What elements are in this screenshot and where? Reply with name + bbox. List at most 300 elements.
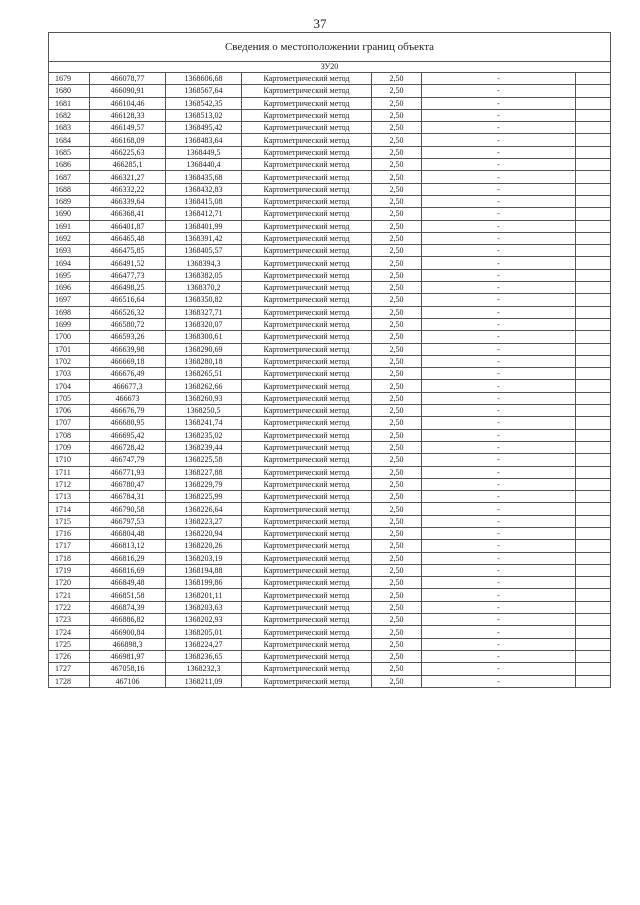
empty-cell [576, 429, 611, 441]
x-coordinate-cell: 466676,79 [90, 405, 166, 417]
y-coordinate-cell: 1368241,74 [166, 417, 242, 429]
accuracy-cell: 2,50 [372, 380, 422, 392]
x-coordinate-cell: 466816,29 [90, 552, 166, 564]
method-cell: Картометрический метод [242, 343, 372, 355]
empty-cell [576, 97, 611, 109]
method-cell: Картометрический метод [242, 441, 372, 453]
empty-cell [576, 614, 611, 626]
table-row [49, 454, 611, 466]
empty-cell [576, 245, 611, 257]
y-coordinate-cell: 1368405,57 [166, 245, 242, 257]
table-row [49, 171, 611, 183]
description-cell: - [422, 515, 576, 527]
point-number-cell: 1713 [49, 491, 90, 503]
accuracy-cell: 2,50 [372, 638, 422, 650]
table-row [49, 626, 611, 638]
description-cell: - [422, 577, 576, 589]
empty-cell [576, 454, 611, 466]
empty-cell [576, 208, 611, 220]
zone-row [49, 62, 611, 73]
y-coordinate-cell: 1368412,71 [166, 208, 242, 220]
table-row [49, 122, 611, 134]
x-coordinate-cell: 466900,84 [90, 626, 166, 638]
x-coordinate-cell: 466339,64 [90, 195, 166, 207]
description-cell: - [422, 540, 576, 552]
accuracy-cell: 2,50 [372, 392, 422, 404]
page-number: 37 [313, 16, 327, 31]
point-number-cell: 1719 [49, 564, 90, 576]
description-cell: - [422, 380, 576, 392]
y-coordinate-cell: 1368280,18 [166, 355, 242, 367]
point-number-cell: 1694 [49, 257, 90, 269]
point-number-cell: 1695 [49, 269, 90, 281]
accuracy-cell: 2,50 [372, 220, 422, 232]
table-row [49, 392, 611, 404]
y-coordinate-cell: 1368250,5 [166, 405, 242, 417]
y-coordinate-cell: 1368370,2 [166, 282, 242, 294]
table-row [49, 195, 611, 207]
table-row [49, 441, 611, 453]
description-cell: - [422, 650, 576, 662]
y-coordinate-cell: 1368320,07 [166, 318, 242, 330]
y-coordinate-cell: 1368262,66 [166, 380, 242, 392]
empty-cell [576, 368, 611, 380]
empty-cell [576, 134, 611, 146]
y-coordinate-cell: 1368265,51 [166, 368, 242, 380]
empty-cell [576, 503, 611, 515]
empty-cell [576, 441, 611, 453]
point-number-cell: 1715 [49, 515, 90, 527]
x-coordinate-cell: 466804,48 [90, 527, 166, 539]
x-coordinate-cell: 466225,63 [90, 146, 166, 158]
description-cell: - [422, 614, 576, 626]
method-cell: Картометрический метод [242, 355, 372, 367]
description-cell: - [422, 441, 576, 453]
method-cell: Картометрический метод [242, 109, 372, 121]
x-coordinate-cell: 467106 [90, 675, 166, 687]
accuracy-cell: 2,50 [372, 601, 422, 613]
description-cell: - [422, 454, 576, 466]
accuracy-cell: 2,50 [372, 626, 422, 638]
empty-cell [576, 589, 611, 601]
point-number-cell: 1691 [49, 220, 90, 232]
y-coordinate-cell: 1368225,58 [166, 454, 242, 466]
accuracy-cell: 2,50 [372, 282, 422, 294]
description-cell: - [422, 220, 576, 232]
accuracy-cell: 2,50 [372, 195, 422, 207]
y-coordinate-cell: 1368449,5 [166, 146, 242, 158]
accuracy-cell: 2,50 [372, 73, 422, 85]
accuracy-cell: 2,50 [372, 208, 422, 220]
description-cell: - [422, 97, 576, 109]
y-coordinate-cell: 1368606,68 [166, 73, 242, 85]
x-coordinate-cell: 467058,16 [90, 663, 166, 675]
table-row [49, 675, 611, 687]
empty-cell [576, 626, 611, 638]
point-number-cell: 1727 [49, 663, 90, 675]
description-cell: - [422, 134, 576, 146]
table-row [49, 405, 611, 417]
method-cell: Картометрический метод [242, 650, 372, 662]
table-row [49, 282, 611, 294]
empty-cell [576, 663, 611, 675]
empty-cell [576, 552, 611, 564]
x-coordinate-cell: 466771,93 [90, 466, 166, 478]
description-cell: - [422, 675, 576, 687]
table-title-row [49, 33, 611, 62]
y-coordinate-cell: 1368224,27 [166, 638, 242, 650]
empty-cell [576, 146, 611, 158]
description-cell: - [422, 294, 576, 306]
accuracy-cell: 2,50 [372, 183, 422, 195]
point-number-cell: 1689 [49, 195, 90, 207]
empty-cell [576, 282, 611, 294]
y-coordinate-cell: 1368203,19 [166, 552, 242, 564]
method-cell: Картометрический метод [242, 257, 372, 269]
description-cell: - [422, 638, 576, 650]
table-row [49, 614, 611, 626]
method-cell: Картометрический метод [242, 454, 372, 466]
empty-cell [576, 306, 611, 318]
description-cell: - [422, 257, 576, 269]
method-cell: Картометрический метод [242, 503, 372, 515]
x-coordinate-cell: 466401,87 [90, 220, 166, 232]
accuracy-cell: 2,50 [372, 515, 422, 527]
description-cell: - [422, 355, 576, 367]
y-coordinate-cell: 1368211,09 [166, 675, 242, 687]
x-coordinate-cell: 466526,32 [90, 306, 166, 318]
method-cell: Картометрический метод [242, 417, 372, 429]
table-row [49, 245, 611, 257]
point-number-cell: 1725 [49, 638, 90, 650]
accuracy-cell: 2,50 [372, 552, 422, 564]
empty-cell [576, 392, 611, 404]
accuracy-cell: 2,50 [372, 441, 422, 453]
y-coordinate-cell: 1368226,64 [166, 503, 242, 515]
description-cell: - [422, 331, 576, 343]
method-cell: Картометрический метод [242, 294, 372, 306]
x-coordinate-cell: 466128,33 [90, 109, 166, 121]
empty-cell [576, 269, 611, 281]
y-coordinate-cell: 1368394,3 [166, 257, 242, 269]
y-coordinate-cell: 1368260,93 [166, 392, 242, 404]
table-row [49, 232, 611, 244]
point-number-cell: 1726 [49, 650, 90, 662]
y-coordinate-cell: 1368239,44 [166, 441, 242, 453]
y-coordinate-cell: 1368205,01 [166, 626, 242, 638]
method-cell: Картометрический метод [242, 183, 372, 195]
description-cell: - [422, 527, 576, 539]
empty-cell [576, 183, 611, 195]
table-row [49, 183, 611, 195]
accuracy-cell: 2,50 [372, 269, 422, 281]
y-coordinate-cell: 1368201,11 [166, 589, 242, 601]
point-number-cell: 1718 [49, 552, 90, 564]
point-number-cell: 1684 [49, 134, 90, 146]
x-coordinate-cell: 466321,27 [90, 171, 166, 183]
method-cell: Картометрический метод [242, 626, 372, 638]
x-coordinate-cell: 466498,25 [90, 282, 166, 294]
point-number-cell: 1697 [49, 294, 90, 306]
accuracy-cell: 2,50 [372, 466, 422, 478]
table-row [49, 663, 611, 675]
zone-label: ЗУ20 [49, 62, 611, 73]
y-coordinate-cell: 1368440,4 [166, 159, 242, 171]
accuracy-cell: 2,50 [372, 417, 422, 429]
x-coordinate-cell: 466677,3 [90, 380, 166, 392]
x-coordinate-cell: 466332,22 [90, 183, 166, 195]
point-number-cell: 1688 [49, 183, 90, 195]
empty-cell [576, 73, 611, 85]
point-number-cell: 1704 [49, 380, 90, 392]
empty-cell [576, 491, 611, 503]
x-coordinate-cell: 466784,31 [90, 491, 166, 503]
table-row [49, 208, 611, 220]
table-row [49, 331, 611, 343]
method-cell: Картометрический метод [242, 368, 372, 380]
table-title: Сведения о местоположении границ объекта [49, 33, 611, 62]
point-number-cell: 1702 [49, 355, 90, 367]
x-coordinate-cell: 466078,77 [90, 73, 166, 85]
x-coordinate-cell: 466874,39 [90, 601, 166, 613]
table-row [49, 429, 611, 441]
accuracy-cell: 2,50 [372, 589, 422, 601]
table-row [49, 109, 611, 121]
description-cell: - [422, 318, 576, 330]
point-number-cell: 1701 [49, 343, 90, 355]
description-cell: - [422, 552, 576, 564]
empty-cell [576, 220, 611, 232]
method-cell: Картометрический метод [242, 589, 372, 601]
method-cell: Картометрический метод [242, 638, 372, 650]
x-coordinate-cell: 466790,58 [90, 503, 166, 515]
method-cell: Картометрический метод [242, 552, 372, 564]
x-coordinate-cell: 466680,95 [90, 417, 166, 429]
accuracy-cell: 2,50 [372, 109, 422, 121]
y-coordinate-cell: 1368235,02 [166, 429, 242, 441]
table-body [49, 33, 611, 688]
description-cell: - [422, 368, 576, 380]
point-number-cell: 1716 [49, 527, 90, 539]
empty-cell [576, 257, 611, 269]
table-row [49, 552, 611, 564]
method-cell: Картометрический метод [242, 282, 372, 294]
accuracy-cell: 2,50 [372, 294, 422, 306]
table-row [49, 355, 611, 367]
accuracy-cell: 2,50 [372, 650, 422, 662]
y-coordinate-cell: 1368327,71 [166, 306, 242, 318]
accuracy-cell: 2,50 [372, 614, 422, 626]
x-coordinate-cell: 466285,1 [90, 159, 166, 171]
table-row [49, 478, 611, 490]
accuracy-cell: 2,50 [372, 368, 422, 380]
empty-cell [576, 159, 611, 171]
method-cell: Картометрический метод [242, 614, 372, 626]
accuracy-cell: 2,50 [372, 478, 422, 490]
method-cell: Картометрический метод [242, 466, 372, 478]
method-cell: Картометрический метод [242, 122, 372, 134]
y-coordinate-cell: 1368401,99 [166, 220, 242, 232]
description-cell: - [422, 195, 576, 207]
method-cell: Картометрический метод [242, 515, 372, 527]
x-coordinate-cell: 466669,18 [90, 355, 166, 367]
point-number-cell: 1709 [49, 441, 90, 453]
x-coordinate-cell: 466491,52 [90, 257, 166, 269]
x-coordinate-cell: 466981,97 [90, 650, 166, 662]
method-cell: Картометрический метод [242, 306, 372, 318]
x-coordinate-cell: 466816,69 [90, 564, 166, 576]
table-row [49, 97, 611, 109]
x-coordinate-cell: 466728,42 [90, 441, 166, 453]
description-cell: - [422, 405, 576, 417]
accuracy-cell: 2,50 [372, 663, 422, 675]
empty-cell [576, 650, 611, 662]
point-number-cell: 1680 [49, 85, 90, 97]
y-coordinate-cell: 1368382,05 [166, 269, 242, 281]
description-cell: - [422, 73, 576, 85]
point-number-cell: 1714 [49, 503, 90, 515]
y-coordinate-cell: 1368391,42 [166, 232, 242, 244]
point-number-cell: 1705 [49, 392, 90, 404]
y-coordinate-cell: 1368227,88 [166, 466, 242, 478]
description-cell: - [422, 269, 576, 281]
point-number-cell: 1712 [49, 478, 90, 490]
accuracy-cell: 2,50 [372, 491, 422, 503]
point-number-cell: 1686 [49, 159, 90, 171]
x-coordinate-cell: 466149,57 [90, 122, 166, 134]
method-cell: Картометрический метод [242, 245, 372, 257]
accuracy-cell: 2,50 [372, 245, 422, 257]
x-coordinate-cell: 466639,98 [90, 343, 166, 355]
table-row [49, 85, 611, 97]
accuracy-cell: 2,50 [372, 306, 422, 318]
empty-cell [576, 355, 611, 367]
y-coordinate-cell: 1368229,79 [166, 478, 242, 490]
method-cell: Картометрический метод [242, 405, 372, 417]
description-cell: - [422, 626, 576, 638]
point-number-cell: 1698 [49, 306, 90, 318]
description-cell: - [422, 478, 576, 490]
method-cell: Картометрический метод [242, 540, 372, 552]
y-coordinate-cell: 1368290,69 [166, 343, 242, 355]
point-number-cell: 1685 [49, 146, 90, 158]
y-coordinate-cell: 1368202,93 [166, 614, 242, 626]
method-cell: Картометрический метод [242, 269, 372, 281]
description-cell: - [422, 85, 576, 97]
accuracy-cell: 2,50 [372, 429, 422, 441]
table-row [49, 491, 611, 503]
accuracy-cell: 2,50 [372, 454, 422, 466]
empty-cell [576, 638, 611, 650]
y-coordinate-cell: 1368435,68 [166, 171, 242, 183]
method-cell: Картометрический метод [242, 85, 372, 97]
table-row [49, 540, 611, 552]
method-cell: Картометрический метод [242, 171, 372, 183]
table-row [49, 601, 611, 613]
y-coordinate-cell: 1368232,3 [166, 663, 242, 675]
point-number-cell: 1722 [49, 601, 90, 613]
y-coordinate-cell: 1368199,86 [166, 577, 242, 589]
accuracy-cell: 2,50 [372, 540, 422, 552]
x-coordinate-cell: 466747,79 [90, 454, 166, 466]
table-row [49, 466, 611, 478]
accuracy-cell: 2,50 [372, 318, 422, 330]
description-cell: - [422, 663, 576, 675]
accuracy-cell: 2,50 [372, 331, 422, 343]
y-coordinate-cell: 1368567,64 [166, 85, 242, 97]
x-coordinate-cell: 466780,47 [90, 478, 166, 490]
empty-cell [576, 294, 611, 306]
y-coordinate-cell: 1368483,64 [166, 134, 242, 146]
point-number-cell: 1703 [49, 368, 90, 380]
point-number-cell: 1707 [49, 417, 90, 429]
table-row [49, 589, 611, 601]
x-coordinate-cell: 466168,09 [90, 134, 166, 146]
description-cell: - [422, 171, 576, 183]
accuracy-cell: 2,50 [372, 146, 422, 158]
method-cell: Картометрический метод [242, 392, 372, 404]
empty-cell [576, 577, 611, 589]
empty-cell [576, 195, 611, 207]
empty-cell [576, 601, 611, 613]
x-coordinate-cell: 466813,12 [90, 540, 166, 552]
method-cell: Картометрический метод [242, 318, 372, 330]
empty-cell [576, 540, 611, 552]
table-row [49, 527, 611, 539]
method-cell: Картометрический метод [242, 232, 372, 244]
description-cell: - [422, 601, 576, 613]
empty-cell [576, 85, 611, 97]
y-coordinate-cell: 1368495,42 [166, 122, 242, 134]
accuracy-cell: 2,50 [372, 171, 422, 183]
x-coordinate-cell: 466368,41 [90, 208, 166, 220]
point-number-cell: 1700 [49, 331, 90, 343]
method-cell: Картометрический метод [242, 97, 372, 109]
table-row [49, 146, 611, 158]
method-cell: Картометрический метод [242, 527, 372, 539]
point-number-cell: 1693 [49, 245, 90, 257]
accuracy-cell: 2,50 [372, 122, 422, 134]
accuracy-cell: 2,50 [372, 405, 422, 417]
method-cell: Картометрический метод [242, 491, 372, 503]
description-cell: - [422, 306, 576, 318]
y-coordinate-cell: 1368223,27 [166, 515, 242, 527]
description-cell: - [422, 417, 576, 429]
empty-cell [576, 343, 611, 355]
y-coordinate-cell: 1368225,99 [166, 491, 242, 503]
y-coordinate-cell: 1368236,65 [166, 650, 242, 662]
table-row [49, 503, 611, 515]
description-cell: - [422, 466, 576, 478]
y-coordinate-cell: 1368350,82 [166, 294, 242, 306]
accuracy-cell: 2,50 [372, 355, 422, 367]
accuracy-cell: 2,50 [372, 343, 422, 355]
description-cell: - [422, 122, 576, 134]
document-sheet [48, 32, 610, 688]
point-number-cell: 1717 [49, 540, 90, 552]
empty-cell [576, 232, 611, 244]
description-cell: - [422, 183, 576, 195]
method-cell: Картометрический метод [242, 208, 372, 220]
empty-cell [576, 380, 611, 392]
method-cell: Картометрический метод [242, 195, 372, 207]
description-cell: - [422, 146, 576, 158]
table-row [49, 257, 611, 269]
description-cell: - [422, 282, 576, 294]
x-coordinate-cell: 466593,26 [90, 331, 166, 343]
y-coordinate-cell: 1368194,88 [166, 564, 242, 576]
point-number-cell: 1711 [49, 466, 90, 478]
